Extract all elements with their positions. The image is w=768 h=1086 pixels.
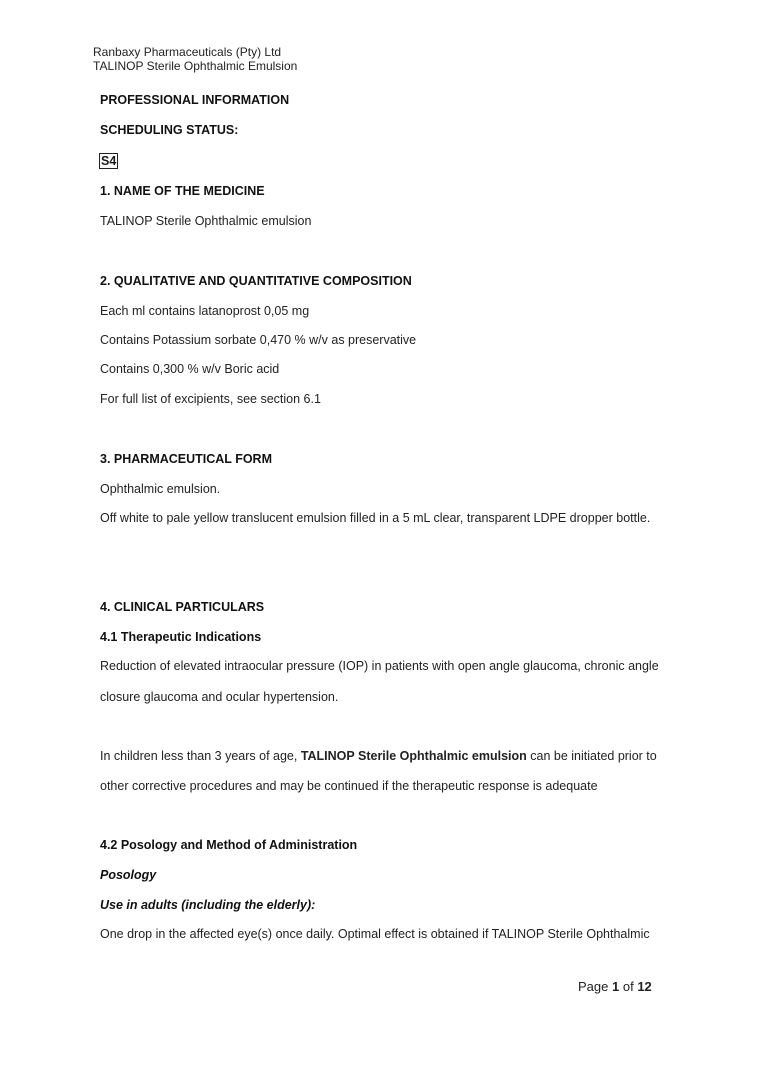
composition-line: For full list of excipients, see section 6.1 bbox=[100, 392, 321, 406]
product-name: TALINOP Sterile Ophthalmic Emulsion bbox=[93, 59, 298, 73]
professional-info-heading: PROFESSIONAL INFORMATION bbox=[100, 93, 290, 107]
subsection-4-1-heading: 4.1 Therapeutic Indications bbox=[100, 630, 262, 644]
page-header bbox=[93, 45, 297, 73]
page-number: 1 bbox=[612, 979, 620, 994]
children-text-pre: In children less than 3 years of age, bbox=[100, 749, 301, 763]
posology-heading: Posology bbox=[100, 868, 157, 882]
adults-heading: Use in adults (including the elderly): bbox=[100, 898, 316, 912]
schedule-box bbox=[99, 152, 118, 170]
posology-line: One drop in the affected eye(s) once daily. Optimal effect is obtained if TALINOP Sterile Ophthalmic bbox=[100, 927, 650, 941]
form-line: Off white to pale yellow translucent emulsion filled in a 5 mL clear, transparent LDPE dropper bottle. bbox=[100, 511, 651, 525]
page-total: 12 bbox=[637, 979, 652, 994]
page-word: Page bbox=[578, 979, 609, 994]
children-text-bold: TALINOP Sterile Ophthalmic emulsion bbox=[300, 749, 527, 763]
composition-line: Contains 0,300 % w/v Boric acid bbox=[100, 362, 280, 376]
scheduling-status-heading: SCHEDULING STATUS: bbox=[100, 123, 239, 137]
composition-line: Each ml contains latanoprost 0,05 mg bbox=[100, 304, 310, 318]
composition-line: Contains Potassium sorbate 0,470 % w/v as preservative bbox=[100, 333, 417, 347]
section-2-heading: 2. QUALITATIVE AND QUANTITATIVE COMPOSITION bbox=[100, 274, 412, 288]
form-line: Ophthalmic emulsion. bbox=[100, 482, 221, 496]
medicine-name-text: TALINOP Sterile Ophthalmic emulsion bbox=[100, 214, 312, 228]
children-text-post: can be initiated prior to bbox=[526, 749, 657, 763]
indications-line: Reduction of elevated intraocular pressure (IOP) in patients with open angle glaucoma, chronic angle bbox=[100, 659, 659, 673]
subsection-4-2-heading: 4.2 Posology and Method of Administration bbox=[100, 838, 358, 852]
section-1-heading: 1. NAME OF THE MEDICINE bbox=[100, 184, 265, 198]
indications-line: closure glaucoma and ocular hypertension. bbox=[100, 690, 339, 704]
children-paragraph bbox=[100, 749, 657, 763]
section-4-heading: 4. CLINICAL PARTICULARS bbox=[100, 600, 265, 614]
section-3-heading: 3. PHARMACEUTICAL FORM bbox=[100, 452, 272, 466]
page-number-footer bbox=[578, 979, 652, 994]
of-word: of bbox=[622, 979, 634, 994]
children-line-2: other corrective procedures and may be continued if the therapeutic response is adequate bbox=[100, 779, 598, 793]
schedule-value: S4 bbox=[101, 154, 117, 168]
company-name: Ranbaxy Pharmaceuticals (Pty) Ltd bbox=[93, 45, 282, 59]
